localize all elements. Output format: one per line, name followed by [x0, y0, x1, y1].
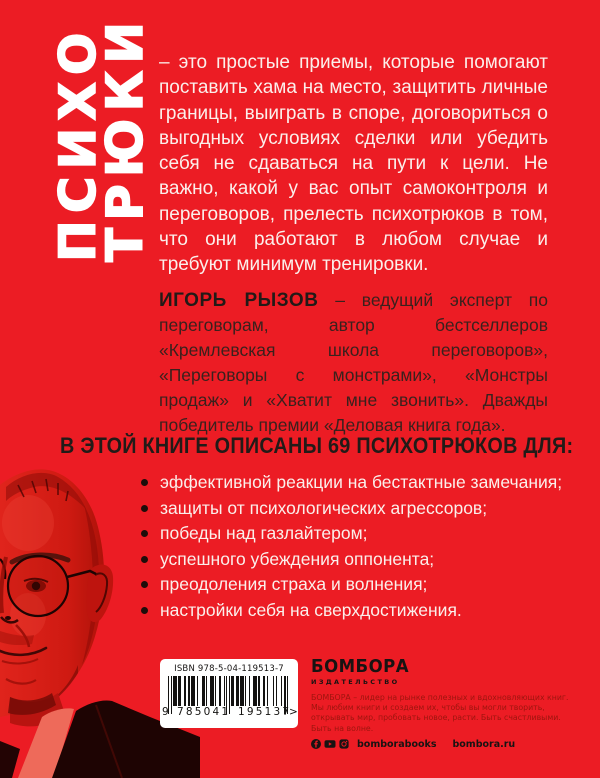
list-item-label: победы над газлайтером; [160, 523, 368, 543]
youtube-icon [324, 739, 336, 749]
list-item [141, 524, 581, 544]
book-title-vertical [49, 14, 154, 262]
barcode-arrow: > [289, 706, 298, 718]
list-item [141, 550, 581, 570]
publisher-block [311, 657, 573, 750]
barcode-digits-right: 195137 [238, 706, 292, 718]
list-item [141, 499, 581, 519]
publisher-tagline: ИЗДАТЕЛЬСТВО [311, 678, 400, 686]
list-item-label: эффективной реакции на бестактные замечания; [160, 472, 563, 492]
publisher-logo: БОМБОРА [311, 656, 410, 677]
list-item-label: защиты от психологических агрессоров; [160, 497, 488, 518]
barcode-digits-left: 785041 [177, 706, 231, 718]
publisher-description: БОМБОРА – лидер на рынке полезных и вдохновляющих книг. Мы любим книги и создаем их, чтобы вы могли творить, открывать мир, пробовать новое, расти. Быть счастливыми. Быть на волне. [311, 693, 569, 733]
benefits-list [141, 473, 581, 626]
barcode-block [160, 659, 298, 728]
intro-paragraph: – это простые приемы, которые помогают поставить хама на место, защитить личные границы, выиграть в споре, договориться о выгодных условиях сделки или убедить себя не сдаваться на пути к цели. Не важно, какой у вас опыт самоконтроля и переговоров, прелесть психотрюков в том, что они работают в любом случае и требуют минимум тренировки. [159, 52, 548, 276]
publisher-social-row [311, 739, 573, 750]
barcode-digits [160, 706, 298, 720]
author-paragraph [159, 288, 548, 438]
list-item-label: преодоления страха и волнения; [160, 574, 428, 594]
isbn-label: ISBN 978-5-04-119513-7 [174, 664, 284, 674]
author-name: ИГОРЬ РЫЗОВ [159, 290, 319, 311]
list-item-label: настройки себя на сверхдостижения. [160, 599, 462, 620]
publisher-website: bombora.ru [452, 738, 516, 750]
list-item-label: успешного убеждения оппонента; [160, 548, 435, 569]
publisher-social-handle: bomborabooks [357, 738, 437, 750]
author-bio-text: – ведущий эксперт по переговорам, автор бестселлеров «Кремлевская школа переговоров», «Переговоры с монстрами», «Монстры продаж» и «Хватит мне звонить». Дважды победитель премии «Деловая книга года». [159, 290, 548, 435]
book-title-line2: ТРЮКИ [96, 14, 154, 262]
book-title-line1: ПСИХО [49, 25, 107, 262]
list-item [141, 473, 581, 493]
author-portrait-photo [0, 465, 200, 778]
instagram-icon [339, 739, 349, 749]
section-heading: В ЭТОЙ КНИГЕ ОПИСАНЫ 69 ПСИХОТРЮКОВ ДЛЯ: [60, 433, 574, 458]
list-item [141, 575, 581, 595]
facebook-icon [311, 739, 321, 749]
list-item [141, 601, 581, 621]
barcode-digit-lead: 9 [162, 706, 169, 718]
